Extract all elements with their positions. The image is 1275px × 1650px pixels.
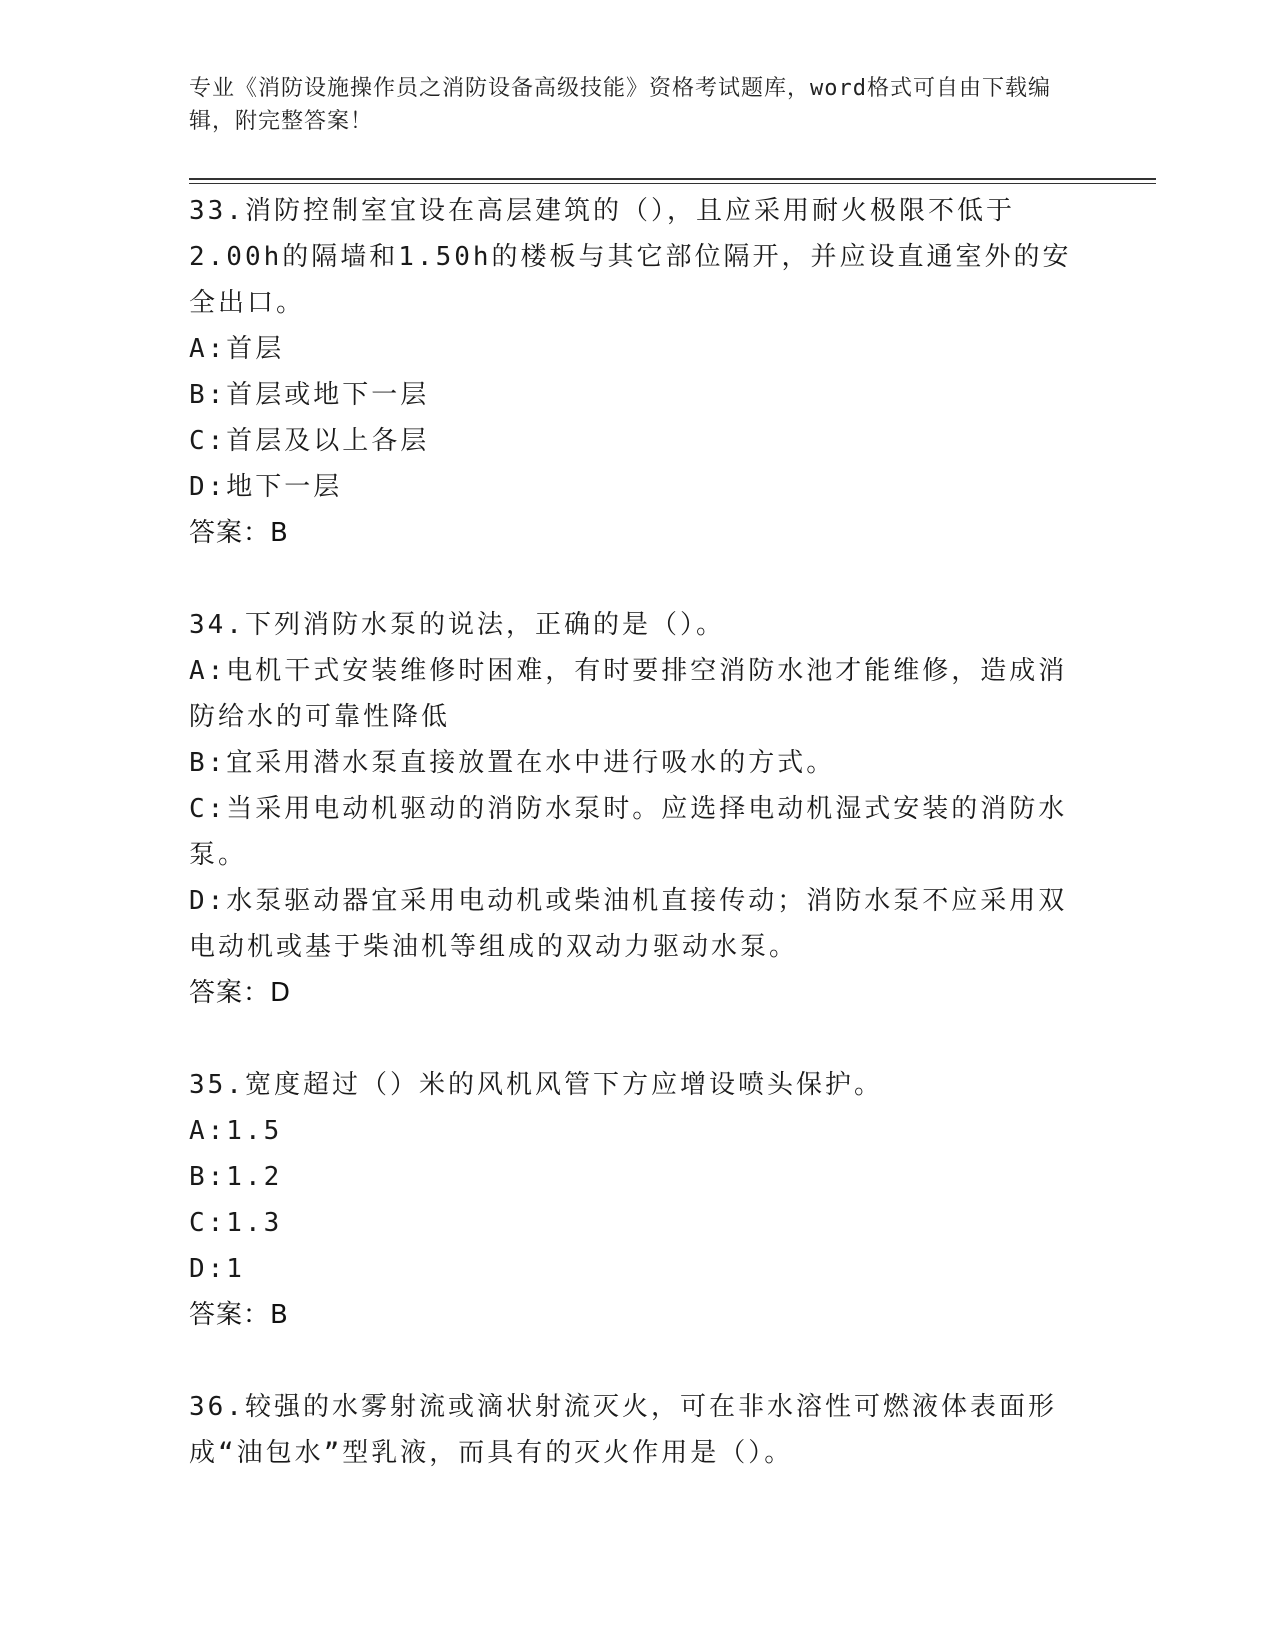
answer: 答案：B: [189, 1300, 289, 1330]
answer: 答案：D: [189, 978, 292, 1008]
option-d: D:地下一层: [189, 472, 343, 502]
question-35: [189, 1062, 1089, 1338]
question-stem: 35.宽度超过（）米的风机风管下方应增设喷头保护。: [189, 1070, 883, 1100]
header-divider: [189, 178, 1156, 180]
question-36: [189, 1384, 1089, 1476]
option-c: C:1.3: [189, 1208, 283, 1238]
question-33: [189, 188, 1089, 556]
question-34: [189, 602, 1089, 1016]
option-d: D:1: [189, 1254, 245, 1284]
option-d: D:水泵驱动器宜采用电动机或柴油机直接传动；消防水泵不应采用双电动机或基于柴油机等组成的双动力驱动水泵。: [189, 886, 1068, 962]
question-stem: 36.较强的水雾射流或滴状射流灭火，可在非水溶性可燃液体表面形成“油包水”型乳液，而具有的灭火作用是（）。: [189, 1392, 1057, 1468]
option-a: A:电机干式安装维修时困难，有时要排空消防水池才能维修，造成消防给水的可靠性降低: [189, 656, 1068, 732]
option-a: A:首层: [189, 334, 285, 364]
question-stem: 34.下列消防水泵的说法，正确的是（）。: [189, 610, 725, 640]
option-a: A:1.5: [189, 1116, 283, 1146]
option-b: B:1.2: [189, 1162, 283, 1192]
document-header: 专业《消防设施操作员之消防设备高级技能》资格考试题库，word格式可自由下载编辑，附完整答案！: [189, 76, 1051, 134]
question-stem: 33.消防控制室宜设在高层建筑的（），且应采用耐火极限不低于2.00h的隔墙和1.50h的楼板与其它部位隔开，并应设直通室外的安全出口。: [189, 196, 1072, 318]
option-c: C:当采用电动机驱动的消防水泵时。应选择电动机湿式安装的消防水泵。: [189, 794, 1068, 870]
question-list: [189, 188, 1089, 1522]
option-b: B:宜采用潜水泵直接放置在水中进行吸水的方式。: [189, 748, 836, 778]
answer: 答案：B: [189, 518, 289, 548]
option-b: B:首层或地下一层: [189, 380, 430, 410]
header-divider-thin: [189, 183, 1156, 184]
option-c: C:首层及以上各层: [189, 426, 430, 456]
